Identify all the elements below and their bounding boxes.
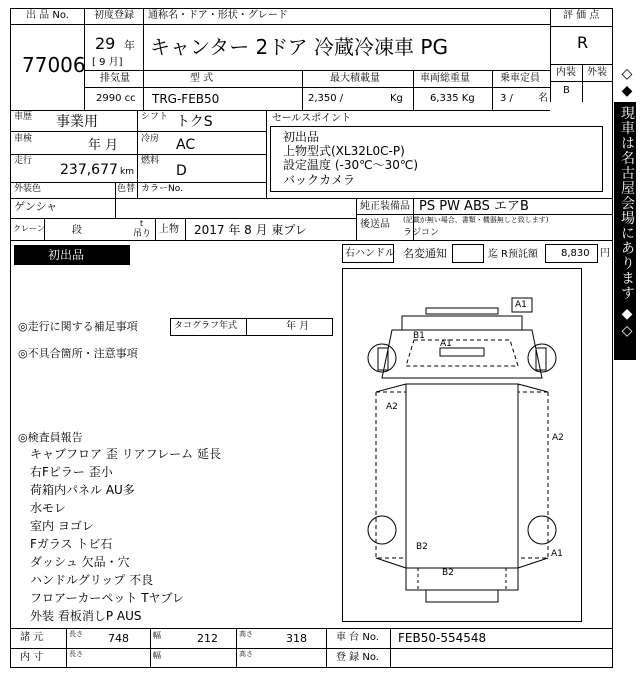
inspector-line-3: 荷箱内パネル AU多 <box>30 483 135 497</box>
sales-line-2: 上物型式(XL32L0C-P) <box>283 144 405 158</box>
sales-line-3: 設定温度 (-30℃～30℃) <box>283 158 419 172</box>
inspector-line-10: 外装 看板消しP AUS <box>30 609 142 623</box>
side-banner-text: ◇◆ 現車は名古屋会場にあります ◆◇ <box>619 66 635 340</box>
history-label: 車歴 <box>14 112 33 122</box>
car-name-label: 通称名・ドア・形状・グレード <box>148 10 288 21</box>
color-value: ゲンシャ <box>14 200 58 213</box>
disp-label: 排気量 <box>100 73 130 84</box>
inspector-line-6: Fガラス トビ石 <box>30 537 113 551</box>
mark-b2-left: B2 <box>416 542 428 552</box>
load-label: 最大積載量 <box>330 73 380 84</box>
mark-a1-right: A1 <box>551 549 563 559</box>
first-reg-year: 29 <box>95 34 116 53</box>
mileage-label: 走行 <box>14 156 33 166</box>
interior-label: 内装 <box>556 67 576 78</box>
capacity: 3 / <box>500 93 513 104</box>
length-label-2: 長さ <box>69 650 83 658</box>
width-value: 212 <box>197 632 218 645</box>
mark-b2-bottom: B2 <box>442 568 454 578</box>
crane-t: t <box>140 219 144 228</box>
exterior-label: 外装 <box>587 67 607 78</box>
color-change-label: 色替 <box>117 184 136 194</box>
rename-label: 名変通知 <box>403 247 447 260</box>
history-value: 事業用 <box>56 114 98 130</box>
inspector-line-5: 室内 ヨゴレ <box>30 519 94 533</box>
crane-value: 段 <box>72 225 82 236</box>
model-label: 型 式 <box>190 73 214 84</box>
gvw-label: 車両総重量 <box>420 73 470 84</box>
inspector-line-9: フロアーカーペット Tヤブレ <box>30 591 185 605</box>
reg-until: 迄 <box>488 249 498 260</box>
inspector-title: ◎検査員報告 <box>18 431 83 444</box>
max-load: 2,350 / <box>308 93 344 104</box>
height-label: 高さ <box>239 630 253 638</box>
mileage-value: 237,677 <box>60 162 118 178</box>
truck-diagram <box>342 268 582 622</box>
lot-number: 77006 <box>22 53 86 77</box>
sales-line-4: バックカメラ <box>283 173 356 187</box>
right-handle: 右ハンドル <box>345 248 395 259</box>
grade-value: R <box>577 33 589 52</box>
mark-a1-front: A1 <box>440 339 452 349</box>
registration-label: 登 録 No. <box>336 652 379 663</box>
std-equip-label: 純正装備品 <box>360 201 410 212</box>
model-code: TRG-FEB50 <box>152 92 220 106</box>
width-label-2: 幅 <box>153 651 161 660</box>
gross-weight: 6,335 Kg <box>430 93 475 104</box>
interior-score: B <box>563 85 570 96</box>
rename-box <box>452 244 484 263</box>
inspection-value: 年 月 <box>88 138 119 153</box>
inspector-line-7: ダッシュ 欠品・穴 <box>30 555 130 569</box>
lot-label: 出 品 No. <box>26 10 69 21</box>
mileage-unit: km <box>120 167 134 177</box>
after-label: 後送品 <box>360 219 390 230</box>
width-label: 幅 <box>153 631 161 640</box>
after-value: ラジコン <box>403 228 440 238</box>
capacity-unit: 名 <box>538 93 548 104</box>
max-load-unit: Kg <box>390 93 403 104</box>
recycle-unit: 円 <box>600 248 610 259</box>
cap-label: 乗車定員 <box>500 73 540 84</box>
chassis-value: FEB50-554548 <box>398 631 487 645</box>
inspector-line-2: 右Fピラー 歪小 <box>30 465 113 479</box>
shift-value: トクS <box>176 114 213 130</box>
inspection-label: 車検 <box>14 134 33 144</box>
crane-hang: 吊り <box>133 229 152 239</box>
mark-a1-top: A1 <box>515 300 527 310</box>
fuel-label: 燃料 <box>141 156 160 166</box>
mark-b1: B1 <box>413 331 425 341</box>
shift-label: シフト <box>141 112 169 122</box>
color-label: 外装色 <box>14 184 42 194</box>
defects-title: ◎不具合箇所・注意事項 <box>18 347 138 360</box>
first-listing-text: 初出品 <box>48 248 85 262</box>
tacho-label: タコグラフ年式 <box>174 321 238 331</box>
body-label: 上物 <box>159 224 179 235</box>
length-label: 長さ <box>69 630 83 638</box>
length-value: 748 <box>108 632 129 645</box>
body-value: 2017 年 8 月 東プレ <box>194 223 307 237</box>
color-no-label: カラーNo. <box>141 184 183 194</box>
mark-a2-left: A2 <box>386 402 398 412</box>
after-note: (記載が無い場合、書類・機器無しと致します) <box>403 216 549 224</box>
naisun-label: 内 寸 <box>20 652 44 663</box>
ac-value: AC <box>176 137 196 153</box>
driving-title: ◎走行に関する補足事項 <box>18 320 138 333</box>
inspector-line-8: ハンドルグリップ 不良 <box>30 573 154 587</box>
first-reg-label: 初度登録 <box>94 10 134 21</box>
fuel-value: D <box>176 163 187 179</box>
height-value: 318 <box>286 632 307 645</box>
first-reg-month: [ 9 月] <box>92 57 123 68</box>
recycle-value: 8,830 <box>561 248 590 259</box>
ac-label: 冷房 <box>141 134 160 144</box>
first-reg-year-unit: 年 <box>124 39 135 52</box>
sales-line-1: 初出品 <box>283 130 320 144</box>
tacho-value: 年 月 <box>286 321 310 332</box>
syo-label: 諸 元 <box>20 632 44 643</box>
mark-a2-right: A2 <box>552 433 564 443</box>
recycle-label: R预託額 <box>501 249 538 260</box>
displacement: 2990 cc <box>96 93 136 104</box>
height-label-2: 高さ <box>239 650 253 658</box>
inspector-line-1: キャブフロア 歪 リアフレーム 延長 <box>30 447 221 461</box>
inspector-line-4: 水モレ <box>30 501 67 515</box>
grade-label: 評 価 点 <box>563 10 600 21</box>
crane-label: クレーン <box>13 224 45 233</box>
sales-title: セールスポイント <box>272 113 352 124</box>
std-equip-value: PS PW ABS エアB <box>419 199 529 214</box>
car-name: キャンター 2ドア 冷蔵冷凍車 PG <box>150 35 448 59</box>
chassis-label: 車 台 No. <box>336 632 379 643</box>
